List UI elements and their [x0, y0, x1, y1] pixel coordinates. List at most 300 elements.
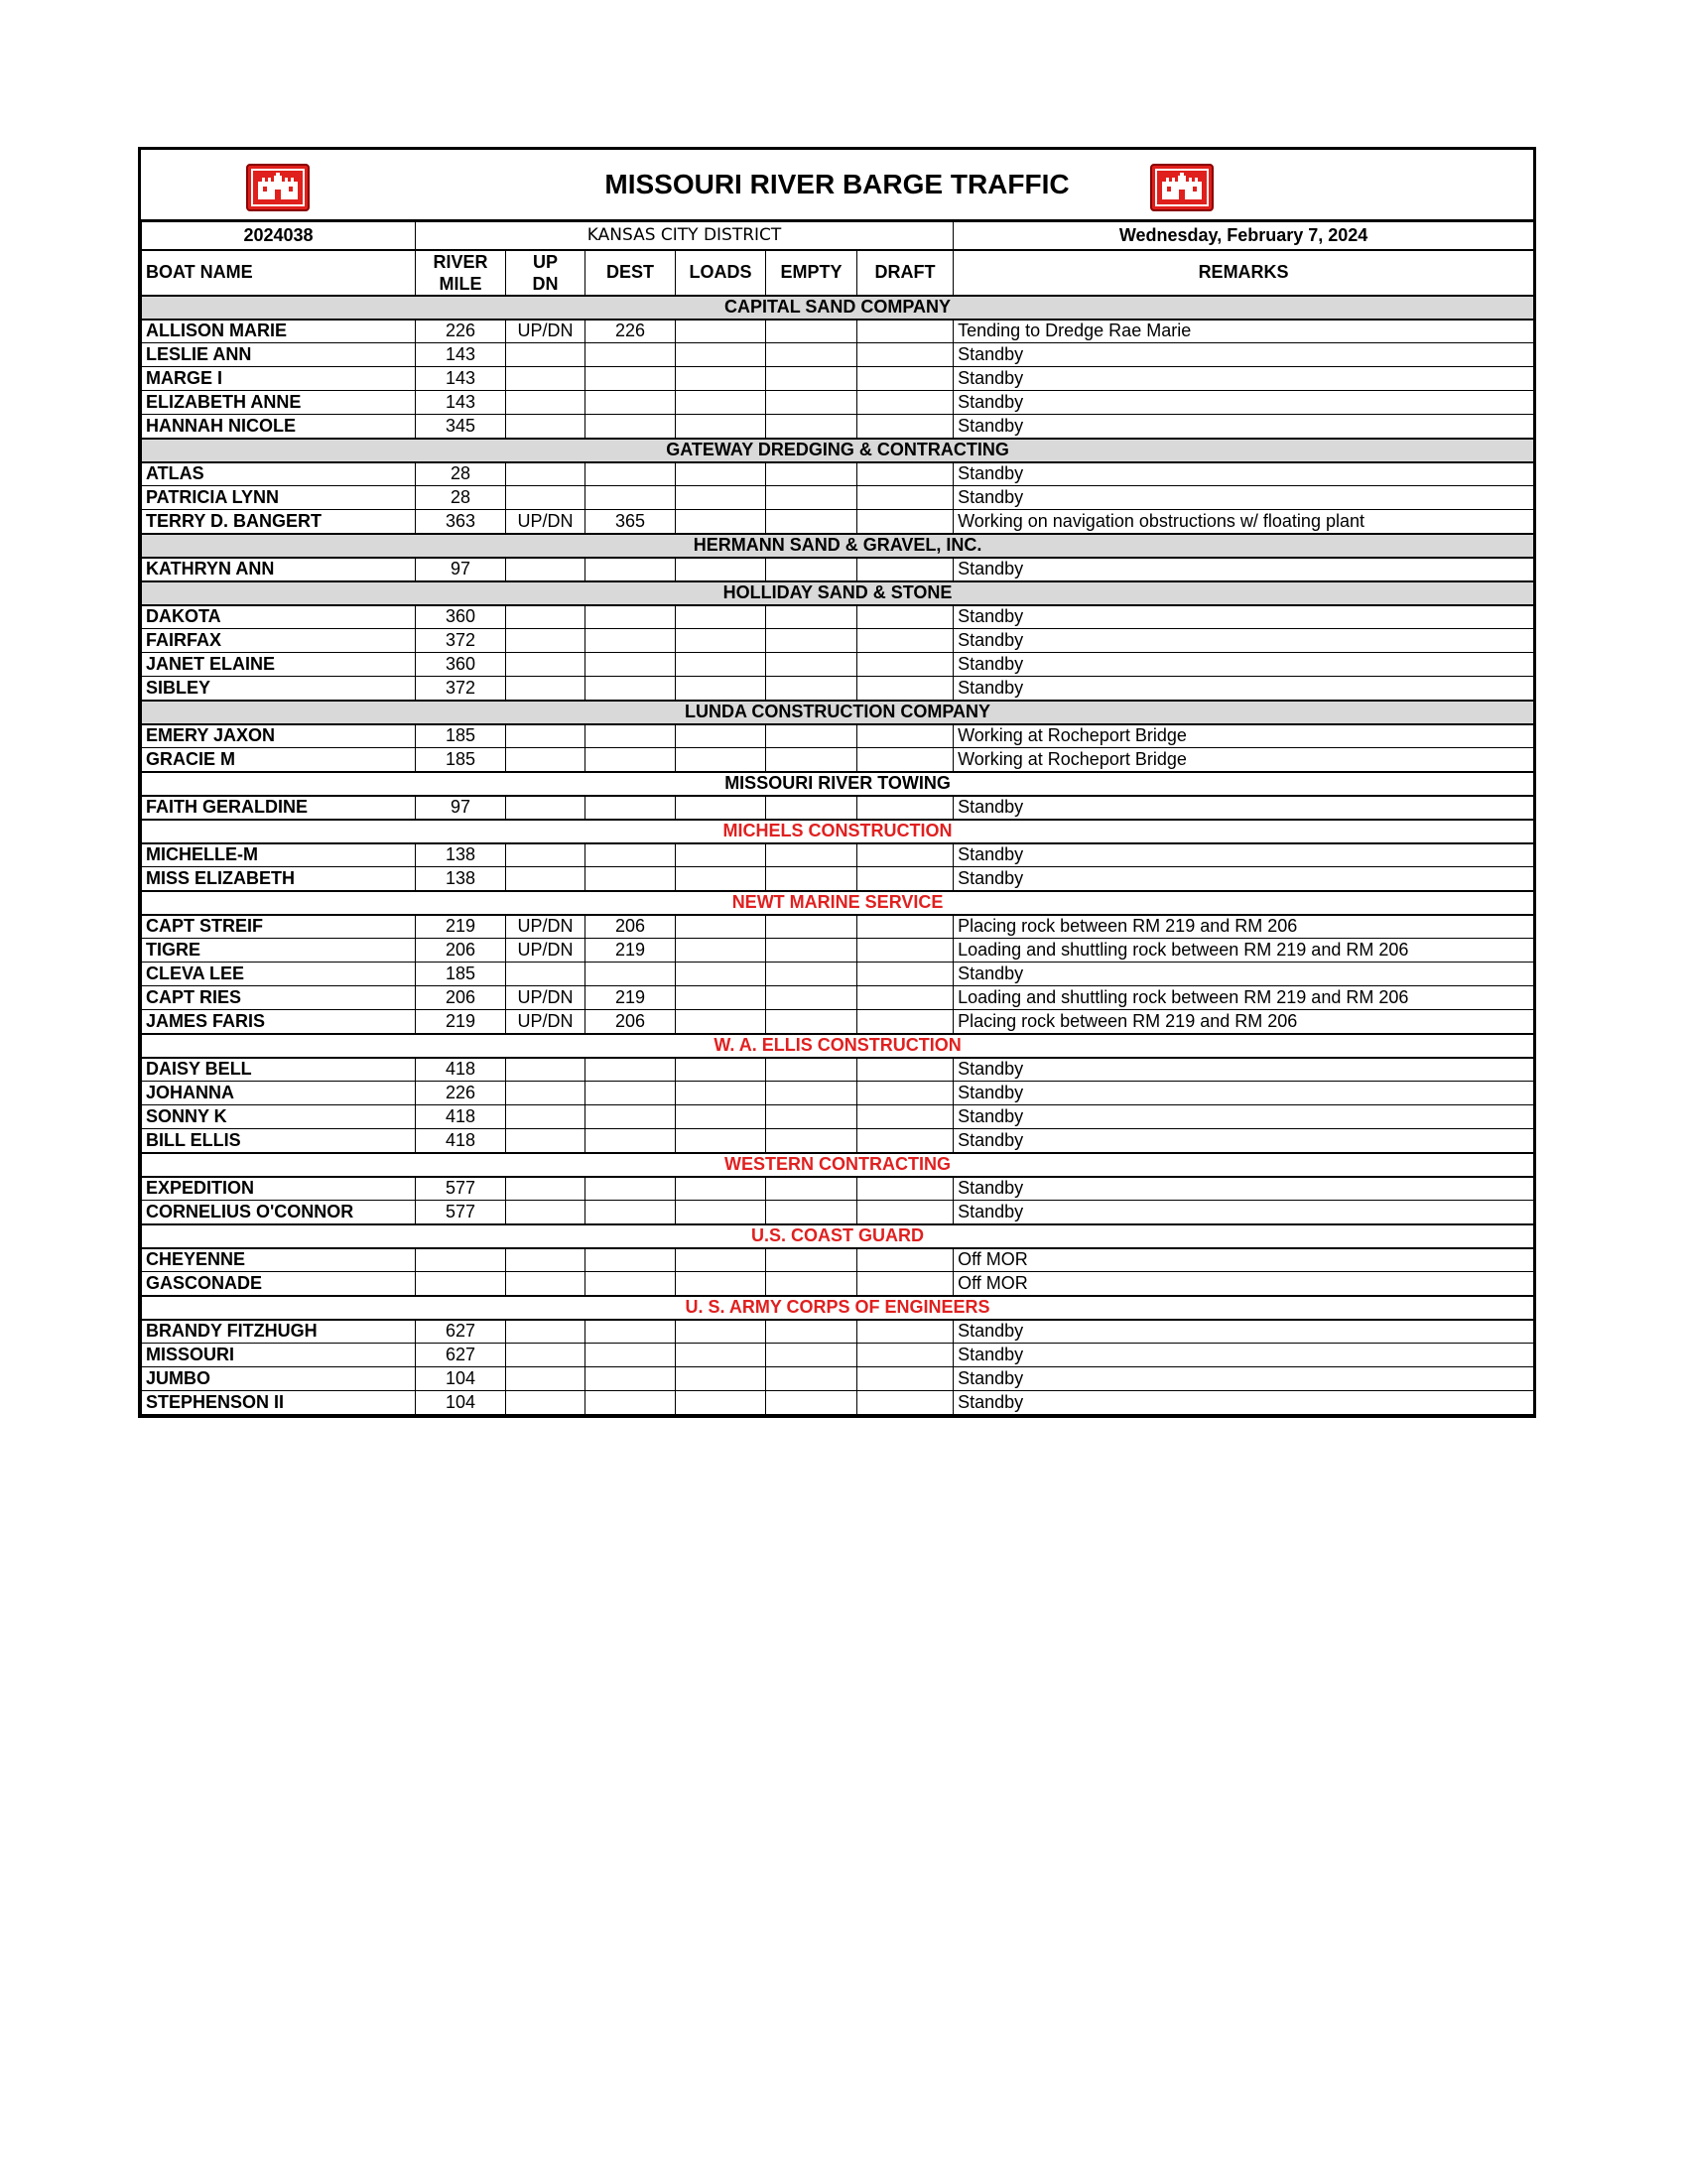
boat-name: PATRICIA LYNN — [142, 486, 416, 510]
boat-row — [142, 724, 1534, 748]
draft — [857, 558, 954, 581]
destination: 219 — [585, 986, 676, 1010]
up-dn — [506, 963, 585, 986]
remarks: Standby — [954, 677, 1534, 701]
boat-row — [142, 462, 1534, 486]
company-name: U. S. ARMY CORPS OF ENGINEERS — [142, 1296, 1534, 1320]
boat-row — [142, 867, 1534, 891]
usace-castle-logo-right — [1150, 164, 1214, 211]
company-header-row — [142, 820, 1534, 843]
company-name: HERMANN SAND & GRAVEL, INC. — [142, 534, 1534, 558]
boat-row — [142, 486, 1534, 510]
boat-name: CORNELIUS O'CONNOR — [142, 1201, 416, 1224]
loads — [676, 462, 766, 486]
draft — [857, 1272, 954, 1296]
up-dn — [506, 486, 585, 510]
company-name: HOLLIDAY SAND & STONE — [142, 581, 1534, 605]
river-mile: 627 — [416, 1320, 506, 1344]
barge-traffic-report — [138, 147, 1536, 1418]
river-mile: 138 — [416, 867, 506, 891]
up-dn: UP/DN — [506, 986, 585, 1010]
draft — [857, 939, 954, 963]
boat-name: ALLISON MARIE — [142, 320, 416, 343]
company-name: MICHELS CONSTRUCTION — [142, 820, 1534, 843]
loads — [676, 1320, 766, 1344]
loads — [676, 486, 766, 510]
river-mile: 28 — [416, 462, 506, 486]
boat-name: MISSOURI — [142, 1344, 416, 1367]
river-mile: 418 — [416, 1129, 506, 1153]
destination — [585, 486, 676, 510]
boat-name: FAIRFAX — [142, 629, 416, 653]
boat-name: JAMES FARIS — [142, 1010, 416, 1034]
up-dn — [506, 415, 585, 439]
empty — [766, 1344, 857, 1367]
river-mile: 226 — [416, 320, 506, 343]
empty — [766, 1010, 857, 1034]
boat-row — [142, 1105, 1534, 1129]
boat-row — [142, 558, 1534, 581]
river-mile: 104 — [416, 1391, 506, 1415]
boat-row — [142, 343, 1534, 367]
river-mile: 97 — [416, 796, 506, 820]
company-header-row — [142, 891, 1534, 915]
up-dn — [506, 867, 585, 891]
boat-row — [142, 1320, 1534, 1344]
destination — [585, 1201, 676, 1224]
company-name: CAPITAL SAND COMPANY — [142, 296, 1534, 320]
up-dn — [506, 1105, 585, 1129]
destination — [585, 1129, 676, 1153]
draft — [857, 915, 954, 939]
loads — [676, 843, 766, 867]
remarks: Standby — [954, 1201, 1534, 1224]
empty — [766, 343, 857, 367]
loads — [676, 629, 766, 653]
boat-name: CAPT STREIF — [142, 915, 416, 939]
empty — [766, 391, 857, 415]
loads — [676, 1010, 766, 1034]
loads — [676, 343, 766, 367]
destination — [585, 963, 676, 986]
company-name: U.S. COAST GUARD — [142, 1224, 1534, 1248]
company-header-row — [142, 1224, 1534, 1248]
empty — [766, 462, 857, 486]
loads — [676, 1105, 766, 1129]
river-mile: 28 — [416, 486, 506, 510]
boat-row — [142, 1201, 1534, 1224]
boat-row — [142, 1367, 1534, 1391]
draft — [857, 1082, 954, 1105]
boat-row — [142, 677, 1534, 701]
loads — [676, 1082, 766, 1105]
company-header-row — [142, 1153, 1534, 1177]
remarks: Standby — [954, 558, 1534, 581]
draft — [857, 1129, 954, 1153]
up-dn — [506, 1082, 585, 1105]
river-mile: 418 — [416, 1058, 506, 1082]
river-mile: 143 — [416, 367, 506, 391]
river-mile: 577 — [416, 1177, 506, 1201]
river-mile: 206 — [416, 939, 506, 963]
up-dn: UP/DN — [506, 915, 585, 939]
empty — [766, 963, 857, 986]
boat-row — [142, 653, 1534, 677]
remarks: Standby — [954, 1344, 1534, 1367]
up-dn — [506, 1367, 585, 1391]
destination: 219 — [585, 939, 676, 963]
company-name: W. A. ELLIS CONSTRUCTION — [142, 1034, 1534, 1058]
loads — [676, 1367, 766, 1391]
remarks: Standby — [954, 1105, 1534, 1129]
report-date: Wednesday, February 7, 2024 — [954, 222, 1534, 250]
boat-row — [142, 1010, 1534, 1034]
river-mile: 577 — [416, 1201, 506, 1224]
boat-name: ATLAS — [142, 462, 416, 486]
river-mile: 219 — [416, 1010, 506, 1034]
column-header-row — [142, 250, 1534, 296]
draft — [857, 320, 954, 343]
company-header-row — [142, 772, 1534, 796]
destination — [585, 1391, 676, 1415]
company-name: NEWT MARINE SERVICE — [142, 891, 1534, 915]
loads — [676, 1248, 766, 1272]
remarks: Standby — [954, 1391, 1534, 1415]
boat-name: TIGRE — [142, 939, 416, 963]
loads — [676, 1391, 766, 1415]
boat-name: KATHRYN ANN — [142, 558, 416, 581]
remarks: Standby — [954, 462, 1534, 486]
up-dn — [506, 558, 585, 581]
remarks: Working at Rocheport Bridge — [954, 724, 1534, 748]
river-mile — [416, 1248, 506, 1272]
destination — [585, 391, 676, 415]
loads — [676, 867, 766, 891]
boat-row — [142, 510, 1534, 534]
remarks: Standby — [954, 796, 1534, 820]
destination — [585, 605, 676, 629]
up-dn — [506, 629, 585, 653]
loads — [676, 1129, 766, 1153]
col-dest: DEST — [585, 250, 676, 296]
boat-name: STEPHENSON II — [142, 1391, 416, 1415]
boat-row — [142, 1058, 1534, 1082]
boat-row — [142, 1391, 1534, 1415]
river-mile: 206 — [416, 986, 506, 1010]
boat-row — [142, 986, 1534, 1010]
up-dn: UP/DN — [506, 939, 585, 963]
report-title: MISSOURI RIVER BARGE TRAFFIC — [604, 169, 1070, 199]
remarks: Standby — [954, 1058, 1534, 1082]
empty — [766, 1105, 857, 1129]
col-up-dn: UP DN — [506, 250, 585, 296]
boat-name: MICHELLE-M — [142, 843, 416, 867]
report-info-row — [142, 222, 1534, 250]
empty — [766, 677, 857, 701]
empty — [766, 486, 857, 510]
river-mile: 219 — [416, 915, 506, 939]
loads — [676, 939, 766, 963]
destination — [585, 1082, 676, 1105]
remarks: Placing rock between RM 219 and RM 206 — [954, 1010, 1534, 1034]
up-dn — [506, 1320, 585, 1344]
loads — [676, 1058, 766, 1082]
company-header-row — [142, 581, 1534, 605]
draft — [857, 748, 954, 772]
draft — [857, 1391, 954, 1415]
empty — [766, 1272, 857, 1296]
loads — [676, 558, 766, 581]
boat-name: JOHANNA — [142, 1082, 416, 1105]
boat-name: DAKOTA — [142, 605, 416, 629]
empty — [766, 939, 857, 963]
empty — [766, 415, 857, 439]
remarks: Standby — [954, 343, 1534, 367]
river-mile: 627 — [416, 1344, 506, 1367]
boat-name: SONNY K — [142, 1105, 416, 1129]
river-mile: 143 — [416, 391, 506, 415]
boat-row — [142, 939, 1534, 963]
remarks: Standby — [954, 367, 1534, 391]
loads — [676, 724, 766, 748]
empty — [766, 1201, 857, 1224]
remarks: Standby — [954, 415, 1534, 439]
river-mile: 226 — [416, 1082, 506, 1105]
draft — [857, 867, 954, 891]
remarks: Tending to Dredge Rae Marie — [954, 320, 1534, 343]
company-header-row — [142, 296, 1534, 320]
destination: 226 — [585, 320, 676, 343]
draft — [857, 629, 954, 653]
loads — [676, 653, 766, 677]
boat-row — [142, 391, 1534, 415]
river-mile: 360 — [416, 653, 506, 677]
empty — [766, 629, 857, 653]
empty — [766, 986, 857, 1010]
destination — [585, 1367, 676, 1391]
report-header — [141, 150, 1533, 221]
draft — [857, 796, 954, 820]
empty — [766, 724, 857, 748]
draft — [857, 1201, 954, 1224]
boat-name: SIBLEY — [142, 677, 416, 701]
destination — [585, 677, 676, 701]
river-mile: 345 — [416, 415, 506, 439]
up-dn — [506, 796, 585, 820]
destination: 206 — [585, 915, 676, 939]
remarks: Standby — [954, 653, 1534, 677]
draft — [857, 843, 954, 867]
up-dn — [506, 843, 585, 867]
draft — [857, 1248, 954, 1272]
col-remarks: REMARKS — [954, 250, 1534, 296]
boat-name: EMERY JAXON — [142, 724, 416, 748]
destination — [585, 415, 676, 439]
remarks: Standby — [954, 1367, 1534, 1391]
col-draft: DRAFT — [857, 250, 954, 296]
boat-row — [142, 629, 1534, 653]
boat-row — [142, 1177, 1534, 1201]
empty — [766, 558, 857, 581]
remarks: Off MOR — [954, 1272, 1534, 1296]
loads — [676, 415, 766, 439]
boat-row — [142, 915, 1534, 939]
col-river-mile: RIVER MILE — [416, 250, 506, 296]
boat-row — [142, 367, 1534, 391]
empty — [766, 1058, 857, 1082]
boat-row — [142, 963, 1534, 986]
company-header-row — [142, 439, 1534, 462]
destination — [585, 558, 676, 581]
loads — [676, 986, 766, 1010]
col-loads: LOADS — [676, 250, 766, 296]
river-mile: 143 — [416, 343, 506, 367]
destination — [585, 1344, 676, 1367]
remarks: Standby — [954, 629, 1534, 653]
boat-name: MARGE I — [142, 367, 416, 391]
district-name: KANSAS CITY DISTRICT — [416, 222, 954, 250]
destination: 365 — [585, 510, 676, 534]
remarks: Standby — [954, 1129, 1534, 1153]
empty — [766, 748, 857, 772]
boat-row — [142, 1129, 1534, 1153]
up-dn — [506, 1201, 585, 1224]
destination — [585, 796, 676, 820]
empty — [766, 653, 857, 677]
destination — [585, 1058, 676, 1082]
river-mile: 185 — [416, 748, 506, 772]
river-mile: 372 — [416, 629, 506, 653]
boat-row — [142, 1344, 1534, 1367]
loads — [676, 796, 766, 820]
up-dn — [506, 1248, 585, 1272]
remarks: Standby — [954, 843, 1534, 867]
draft — [857, 1105, 954, 1129]
boat-name: GRACIE M — [142, 748, 416, 772]
empty — [766, 915, 857, 939]
boat-name: CAPT RIES — [142, 986, 416, 1010]
draft — [857, 1344, 954, 1367]
draft — [857, 1320, 954, 1344]
company-name: WESTERN CONTRACTING — [142, 1153, 1534, 1177]
boat-row — [142, 415, 1534, 439]
boat-name: ELIZABETH ANNE — [142, 391, 416, 415]
remarks: Standby — [954, 391, 1534, 415]
empty — [766, 1391, 857, 1415]
empty — [766, 510, 857, 534]
destination — [585, 629, 676, 653]
remarks: Working at Rocheport Bridge — [954, 748, 1534, 772]
destination — [585, 1272, 676, 1296]
river-mile: 372 — [416, 677, 506, 701]
remarks: Off MOR — [954, 1248, 1534, 1272]
empty — [766, 1320, 857, 1344]
destination — [585, 367, 676, 391]
boat-row — [142, 1272, 1534, 1296]
empty — [766, 1129, 857, 1153]
empty — [766, 1177, 857, 1201]
draft — [857, 343, 954, 367]
boat-name: GASCONADE — [142, 1272, 416, 1296]
boat-name: FAITH GERALDINE — [142, 796, 416, 820]
loads — [676, 391, 766, 415]
empty — [766, 1367, 857, 1391]
remarks: Standby — [954, 963, 1534, 986]
boat-name: CLEVA LEE — [142, 963, 416, 986]
boat-row — [142, 1082, 1534, 1105]
company-header-row — [142, 1296, 1534, 1320]
destination — [585, 1105, 676, 1129]
destination — [585, 1177, 676, 1201]
destination — [585, 843, 676, 867]
draft — [857, 653, 954, 677]
draft — [857, 1058, 954, 1082]
draft — [857, 462, 954, 486]
remarks: Standby — [954, 1177, 1534, 1201]
remarks: Loading and shuttling rock between RM 219 and RM 206 — [954, 986, 1534, 1010]
boat-name: CHEYENNE — [142, 1248, 416, 1272]
river-mile: 360 — [416, 605, 506, 629]
draft — [857, 677, 954, 701]
destination — [585, 867, 676, 891]
up-dn — [506, 748, 585, 772]
empty — [766, 320, 857, 343]
up-dn — [506, 1391, 585, 1415]
destination — [585, 1248, 676, 1272]
up-dn — [506, 1344, 585, 1367]
up-dn — [506, 677, 585, 701]
draft — [857, 724, 954, 748]
draft — [857, 1177, 954, 1201]
draft — [857, 1367, 954, 1391]
empty — [766, 367, 857, 391]
river-mile: 185 — [416, 963, 506, 986]
river-mile: 185 — [416, 724, 506, 748]
up-dn: UP/DN — [506, 510, 585, 534]
loads — [676, 1201, 766, 1224]
destination — [585, 462, 676, 486]
draft — [857, 486, 954, 510]
boat-name: HANNAH NICOLE — [142, 415, 416, 439]
draft — [857, 367, 954, 391]
empty — [766, 843, 857, 867]
draft — [857, 391, 954, 415]
up-dn — [506, 462, 585, 486]
river-mile: 138 — [416, 843, 506, 867]
river-mile: 418 — [416, 1105, 506, 1129]
remarks: Placing rock between RM 219 and RM 206 — [954, 915, 1534, 939]
up-dn: UP/DN — [506, 1010, 585, 1034]
river-mile: 104 — [416, 1367, 506, 1391]
report-id: 2024038 — [142, 222, 416, 250]
destination — [585, 724, 676, 748]
up-dn — [506, 1272, 585, 1296]
loads — [676, 748, 766, 772]
loads — [676, 677, 766, 701]
loads — [676, 1344, 766, 1367]
boat-row — [142, 320, 1534, 343]
up-dn — [506, 605, 585, 629]
empty — [766, 1248, 857, 1272]
boat-row — [142, 605, 1534, 629]
boat-name: LESLIE ANN — [142, 343, 416, 367]
company-header-row — [142, 701, 1534, 724]
boat-name: MISS ELIZABETH — [142, 867, 416, 891]
col-boat-name: BOAT NAME — [142, 250, 416, 296]
draft — [857, 605, 954, 629]
boat-name: TERRY D. BANGERT — [142, 510, 416, 534]
draft — [857, 986, 954, 1010]
